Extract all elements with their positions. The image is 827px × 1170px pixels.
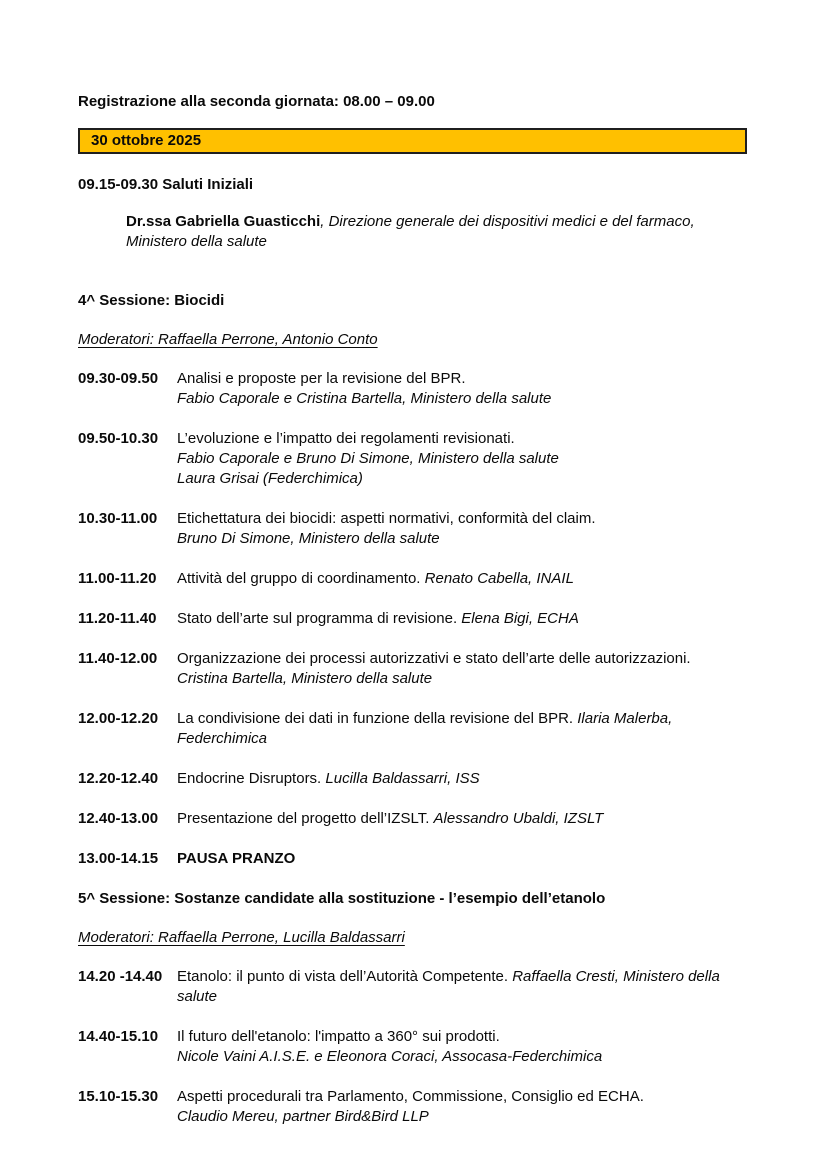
time-slot: 11.00-11.20 — [78, 570, 157, 587]
item-title-line — [177, 967, 747, 1007]
schedule-item — [78, 809, 747, 829]
speaker-role: , Direzione generale dei dispositivi medici e del farmaco, Ministero della salute — [126, 213, 695, 250]
item-title-line — [177, 849, 747, 869]
item-title: Presentazione del progetto dell’IZSLT. — [177, 810, 434, 827]
item-title-line — [177, 569, 747, 589]
item-title: Stato dell’arte sul programma di revisione. — [177, 610, 462, 627]
item-title-line — [177, 809, 747, 829]
time-slot: 14.40-15.10 — [78, 1028, 159, 1045]
time-slot: 12.00-12.20 — [78, 710, 159, 727]
item-title: Aspetti procedurali tra Parlamento, Commissione, Consiglio ed ECHA. — [177, 1088, 644, 1105]
item-text — [177, 1087, 747, 1127]
item-text — [177, 1027, 747, 1067]
item-title-line — [177, 769, 747, 789]
speaker-line: Cristina Bartella, Ministero della salute — [177, 670, 433, 687]
time-slot: 10.30-11.00 — [78, 510, 158, 527]
time-slot: 12.20-12.40 — [78, 770, 159, 787]
schedule-item — [78, 429, 747, 489]
date-banner: 30 ottobre 2025 — [78, 128, 747, 154]
item-title-line — [177, 369, 747, 389]
schedule-item — [78, 849, 747, 869]
item-title-line — [177, 649, 747, 669]
time-slot: 09.30-09.50 — [78, 370, 159, 387]
item-title: Organizzazione dei processi autorizzativi e stato dell’arte delle autorizzazioni. — [177, 650, 691, 667]
session-5 — [78, 889, 747, 1127]
item-title-line — [177, 509, 747, 529]
item-title: L’evoluzione e l’impatto dei regolamenti revisionati. — [177, 430, 515, 447]
time-slot: 15.10-15.30 — [78, 1088, 159, 1105]
item-text — [177, 429, 747, 489]
item-text — [177, 967, 747, 1007]
schedule-item — [78, 1087, 747, 1127]
speaker-name: Dr.ssa Gabriella Guasticchi — [126, 213, 321, 230]
schedule-item — [78, 769, 747, 789]
inline-speaker: Raffaella Cresti, Ministero della salute — [177, 968, 720, 1005]
inline-speaker: Ilaria Malerba, Federchimica — [177, 710, 673, 747]
session-title: 5^ Sessione: Sostanze candidate alla sostituzione - l’esempio dell’etanolo — [78, 890, 606, 907]
time-slot: 11.20-11.40 — [78, 610, 157, 627]
time-slot: 13.00-14.15 — [78, 850, 159, 867]
item-text — [177, 509, 747, 549]
time-slot: 12.40-13.00 — [78, 810, 159, 827]
item-text — [177, 609, 747, 629]
item-title: Etichettatura dei biocidi: aspetti normativi, conformità del claim. — [177, 510, 596, 527]
item-text — [177, 709, 747, 749]
opening-heading: 09.15-09.30 Saluti Iniziali — [78, 176, 254, 193]
schedule-item — [78, 967, 747, 1007]
speaker-line: Nicole Vaini A.I.S.E. e Eleonora Coraci, Assocasa-Federchimica — [177, 1048, 603, 1065]
session-title: 4^ Sessione: Biocidi — [78, 292, 225, 309]
item-text — [177, 369, 747, 409]
schedule-item — [78, 509, 747, 549]
item-title: Endocrine Disruptors. — [177, 770, 326, 787]
item-title-line — [177, 709, 747, 749]
schedule-item — [78, 1027, 747, 1067]
inline-speaker: Alessandro Ubaldi, IZSLT — [433, 810, 604, 827]
item-title: Il futuro dell'etanolo: l'impatto a 360° sui prodotti. — [177, 1028, 500, 1045]
registration-line: Registrazione alla seconda giornata: 08.00 – 09.00 — [78, 93, 435, 110]
item-title-line — [177, 1087, 747, 1107]
break-label: PAUSA PRANZO — [177, 850, 296, 867]
moderators-line: Moderatori: Raffaella Perrone, Lucilla Baldassarri — [78, 929, 405, 946]
schedule-item — [78, 569, 747, 589]
item-title: Attività del gruppo di coordinamento. — [177, 570, 425, 587]
speaker-line: Fabio Caporale e Bruno Di Simone, Ministero della salute — [177, 450, 559, 467]
item-text — [177, 649, 747, 689]
item-text — [177, 569, 747, 589]
item-title-line — [177, 429, 747, 449]
inline-speaker: Lucilla Baldassarri, ISS — [325, 770, 480, 787]
inline-speaker: Elena Bigi, ECHA — [461, 610, 579, 627]
speaker-line: Fabio Caporale e Cristina Bartella, Ministero della salute — [177, 390, 552, 407]
item-title: La condivisione dei dati in funzione della revisione del BPR. — [177, 710, 578, 727]
time-slot: 11.40-12.00 — [78, 650, 158, 667]
item-text — [177, 769, 747, 789]
item-title: Analisi e proposte per la revisione del BPR. — [177, 370, 466, 387]
inline-speaker: Renato Cabella, INAIL — [424, 570, 574, 587]
moderators-line: Moderatori: Raffaella Perrone, Antonio Conto — [78, 331, 378, 348]
item-title-line — [177, 609, 747, 629]
speaker-line: Claudio Mereu, partner Bird&Bird LLP — [177, 1108, 429, 1125]
schedule-item — [78, 709, 747, 749]
item-title-line — [177, 1027, 747, 1047]
schedule-item — [78, 649, 747, 689]
time-slot: 14.20 -14.40 — [78, 968, 163, 985]
item-title: Etanolo: il punto di vista dell’Autorità Competente. — [177, 968, 513, 985]
time-slot: 09.50-10.30 — [78, 430, 159, 447]
schedule-item — [78, 369, 747, 409]
speaker-line: Laura Grisai (Federchimica) — [177, 470, 363, 487]
item-text — [177, 809, 747, 829]
opening-speaker — [126, 212, 726, 252]
speaker-line: Bruno Di Simone, Ministero della salute — [177, 530, 440, 547]
schedule-item — [78, 609, 747, 629]
session-4 — [78, 291, 747, 869]
item-text — [177, 849, 747, 869]
